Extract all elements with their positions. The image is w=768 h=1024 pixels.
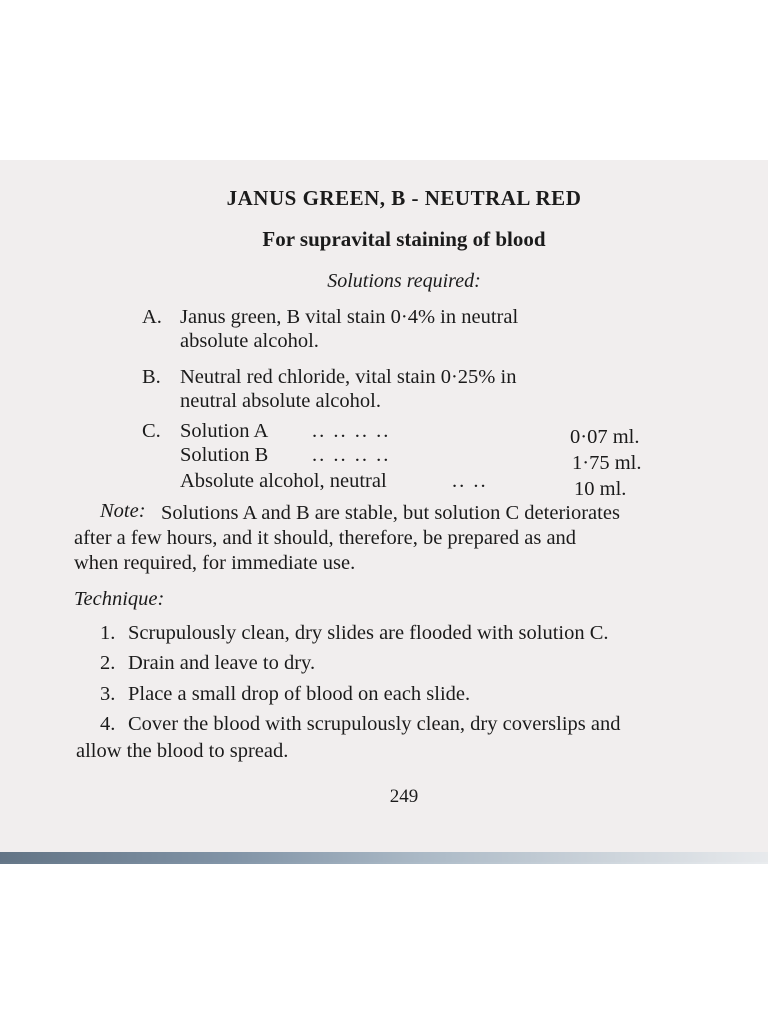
- technique-step-text-continued: allow the blood to spread.: [76, 740, 289, 762]
- technique-step-number: 3.: [100, 683, 116, 705]
- solution-a-line2: absolute alcohol.: [180, 330, 319, 352]
- page-title: JANUS GREEN, B - NEUTRAL RED: [226, 186, 582, 210]
- solution-c-row-name: Solution B: [180, 444, 269, 466]
- solution-c-label: C.: [142, 420, 161, 442]
- solution-c-row-dots: .. .. .. ..: [312, 420, 391, 442]
- note-label: Note:: [100, 500, 146, 522]
- page-number: 249: [389, 786, 419, 807]
- solution-c-row-name: Absolute alcohol, neutral: [180, 470, 387, 492]
- note-line3: when required, for immediate use.: [74, 552, 356, 574]
- solution-c-row-dots: .. ..: [452, 470, 488, 492]
- book-page-edge: [0, 852, 768, 864]
- technique-step-text: Cover the blood with scrupulously clean, dry coverslips and: [128, 713, 621, 735]
- solution-c-row-amount: 0·07 ml.: [570, 426, 640, 448]
- note-line2: after a few hours, and it should, therefore, be prepared as and: [74, 527, 577, 549]
- solution-a-label: A.: [142, 306, 162, 328]
- solution-a-line1: Janus green, B vital stain 0·4% in neutral: [180, 306, 519, 328]
- solution-c-row-amount: 10 ml.: [574, 478, 627, 500]
- solution-b-line1: Neutral red chloride, vital stain 0·25% in: [180, 366, 517, 388]
- solution-b-line2: neutral absolute alcohol.: [180, 390, 381, 412]
- technique-step-number: 1.: [100, 622, 116, 644]
- technique-step-text: Scrupulously clean, dry slides are flooded with solution C.: [128, 622, 609, 644]
- solution-c-row-name: Solution A: [180, 420, 269, 442]
- page-subtitle: For supravital staining of blood: [262, 227, 546, 251]
- solution-c-row-amount: 1·75 ml.: [572, 452, 642, 474]
- technique-step-text: Place a small drop of blood on each slide.: [128, 683, 471, 705]
- technique-step-text: Drain and leave to dry.: [128, 652, 316, 674]
- solution-b-label: B.: [142, 366, 161, 388]
- solution-c-row-dots: .. .. .. ..: [312, 444, 391, 466]
- technique-step-number: 4.: [100, 713, 116, 735]
- note-line1: Solutions A and B are stable, but solution C deteriorates: [161, 502, 620, 524]
- technique-step-number: 2.: [100, 652, 116, 674]
- solutions-required-heading: Solutions required:: [327, 270, 481, 292]
- technique-heading: Technique:: [74, 588, 165, 610]
